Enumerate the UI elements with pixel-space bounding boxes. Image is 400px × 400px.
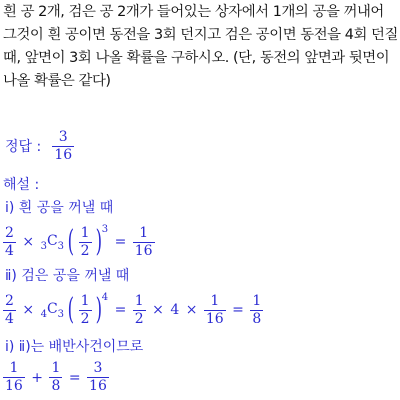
fraction [133,294,146,327]
fraction-numerator: 1 [80,224,90,241]
problem-line: 나올 확률은 같다) [3,73,111,89]
fraction-numerator: 1 [51,360,61,376]
fraction-denominator: 16 [205,310,224,327]
conclusion-text: ⅰ) ⅱ)는 배반사건이므로 [5,339,144,355]
problem-line: 그것이 흰 공이면 동전을 3회 던지고 검은 공이면 동전을 4회 던질 [3,27,398,43]
fraction [3,361,25,394]
fraction-denominator: 4 [5,242,14,259]
fraction-numerator: 3 [58,129,68,145]
fraction-denominator: 2 [134,310,144,327]
left-paren: ( [68,292,75,327]
fraction [79,294,92,327]
right-paren: ) [95,292,103,327]
exponent: 4 [101,292,109,303]
fraction-denominator: 16 [89,378,107,394]
fraction [204,294,226,327]
fraction-denominator: 16 [134,242,153,259]
fraction-numerator: 1 [252,292,262,309]
fraction-denominator: 16 [54,147,73,163]
final-sum-equation [3,361,109,394]
comb-n: 3 [40,240,47,252]
comb-r: 3 [57,240,65,252]
fraction [49,361,62,394]
fraction-denominator: 8 [51,378,61,394]
combination [41,233,64,252]
equals-sign: = [114,302,127,318]
times-sign: × [22,302,35,318]
fraction-denominator: 4 [5,310,14,327]
equals-sign: = [114,234,127,250]
fraction-numerator: 1 [80,292,90,309]
equals-sign: = [68,369,81,386]
comb-r: 3 [57,308,65,320]
equals-sign: = [232,302,244,318]
problem-statement [3,1,399,93]
case1-equation [3,224,155,259]
times-sign: × [22,234,35,250]
combination [41,301,64,320]
fraction [79,226,92,259]
fraction [3,226,16,259]
exponent: 3 [101,224,109,235]
comb-symbol: C [46,232,58,249]
answer-block [3,130,74,163]
case1-title: ⅰ) 흰 공을 꺼낼 때 [5,200,114,216]
answer-fraction [52,130,74,163]
fraction-denominator: 16 [5,378,23,394]
fraction-denominator: 2 [80,242,90,259]
fraction-numerator: 1 [134,292,144,309]
fraction-numerator: 3 [93,360,103,376]
fraction-numerator: 2 [5,292,14,309]
fraction [250,294,263,327]
right-paren: ) [95,224,103,259]
fraction-numerator: 1 [9,360,19,376]
fraction-denominator: 2 [80,310,90,327]
fraction-numerator: 2 [5,224,14,241]
comb-symbol: C [46,300,58,317]
factor-four: 4 [170,302,180,318]
times-sign: × [185,302,198,318]
plus-sign: + [31,369,44,386]
fraction [133,226,155,259]
problem-line: 때, 앞면이 3회 나올 확률을 구하시오. (단, 동전의 앞면과 뒷면이 [3,50,390,66]
explanation-label: 해설 : [3,177,40,193]
comb-n: 4 [40,308,47,320]
fraction [3,294,16,327]
case2-title: ⅱ) 검은 공을 꺼낼 때 [5,268,130,284]
left-paren: ( [68,224,75,259]
fraction [87,361,109,394]
fraction-numerator: 1 [139,224,149,241]
answer-label: 정답 : [5,138,42,155]
times-sign: × [152,302,164,318]
problem-line: 흰 공 2개, 검은 공 2개가 들어있는 상자에서 1개의 공을 꺼내어 [3,4,384,20]
fraction-denominator: 8 [252,310,262,327]
fraction-numerator: 1 [210,292,220,309]
case2-equation [3,292,263,327]
